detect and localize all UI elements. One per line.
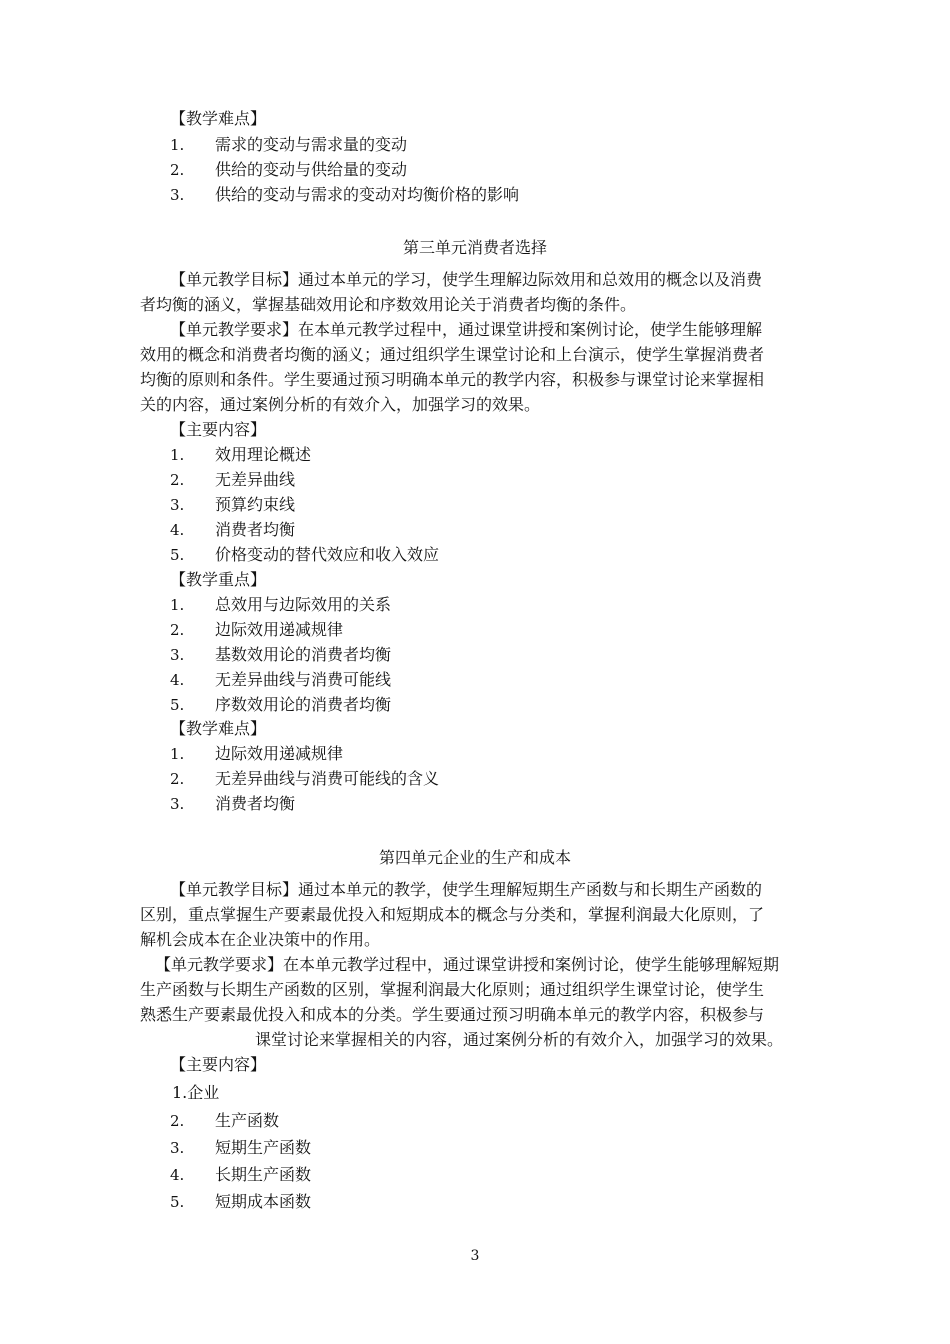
paragraph-line: 熟悉生产要素最优投入和成本的分类。学生要通过预习明确本单元的教学内容，积极参与	[140, 1005, 765, 1024]
paragraph-line: 者均衡的涵义，掌握基础效用论和序数效用论关于消费者均衡的条件。	[140, 295, 637, 314]
section-heading-difficulties: 【教学难点】	[170, 719, 267, 738]
paragraph-line: 均衡的原则和条件。学生要通过预习明确本单元的教学内容，积极参与课堂讨论来掌握相	[140, 370, 765, 389]
paragraph-line: 【单元教学要求】在本单元教学过程中，通过课堂讲授和案例讨论，使学生能够理解	[170, 320, 763, 339]
section-heading-difficulties: 【教学难点】	[170, 109, 267, 128]
paragraph-line: 课堂讨论来掌握相关的内容，通过案例分析的有效介入，加强学习的效果。	[255, 1030, 784, 1049]
list-item: 1.企业	[172, 1083, 220, 1102]
section-heading-main-content: 【主要内容】	[170, 420, 267, 439]
unit-title: 第四单元企业的生产和成本	[378, 848, 571, 867]
paragraph-line: 生产函数与长期生产函数的区别，掌握利润最大化原则；通过组织学生课堂讨论，使学生	[140, 980, 765, 999]
paragraph-line: 区别，重点掌握生产要素最优投入和短期成本的概念与分类和，掌握利润最大化原则，了	[140, 905, 765, 924]
section-heading-main-content: 【主要内容】	[170, 1055, 267, 1074]
document-page: 【教学难点】 1. 需求的变动与需求量的变动 2. 供给的变动与供给量的变动 3. 供给的变动与需求的变动对均衡价格的影响 第三单元消费者选择 【单元教学目标】通过本单元的学习，使学生理解边际效用和总效用的概念以及消费 者均衡的涵义，掌握基础效用论和序数效用论关于消费者均衡的条件。 【单元教学要求】在本单元教学过程中，通过课堂讲授和案例讨论，使学生能够理解 效用的概念和消费者均衡的涵义；通过组织学生课堂讨论和上台演示，使学生掌握消费者 均衡的原则和条件。学生要通过预习明确本单元的教学内容，积极参与课堂讨论来掌握相 关的内容，通过案例分析的有效介入，加强学习的效果。 【主要内容】 1. 效用理论概述 2. 无差异曲线 3. 预算约束线 4. 消费者均衡 5. 价格变动的替代效应和收入效应 【教学重点】 1. 总效用与边际效用的关系 2. 边际效用递减规律 3. 基数效用论的消费者均衡 4. 无差异曲线与消费可能线 5. 序数效用论的消费者均衡 【教学难点】 1. 边际效用递减规律 2. 无差异曲线与消费可能线的含义 3. 消费者均衡 第四单元企业的生产和成本 【单元教学目标】通过本单元的教学，使学生理解短期生产函数与和长期生产函数的 区别，重点掌握生产要素最优投入和短期成本的概念与分类和，掌握利润最大化原则，了 解机会成本在企业决策中的作用。 【单元教学要求】在本单元教学过程中，通过课堂讲授和案例讨论，使学生能够理解短期 生产函数与长期生产函数的区别，掌握利润最大化原则；通过组织学生课堂讨论，使学生 熟悉生产要素最优投入和成本的分类。学生要通过预习明确本单元的教学内容，积极参与 课堂讨论来掌握相关的内容，通过案例分析的有效介入，加强学习的效果。 【主要内容】 1.企业 2. 生产函数 3. 短期生产函数 4. 长期生产函数 5. 短期成本函数 3	[0, 0, 950, 1344]
page-number: 3	[470, 1248, 480, 1264]
paragraph-line: 解机会成本在企业决策中的作用。	[140, 930, 381, 949]
paragraph-line: 【单元教学目标】通过本单元的学习，使学生理解边际效用和总效用的概念以及消费	[170, 270, 763, 289]
section-heading-key-points: 【教学重点】	[170, 570, 267, 589]
paragraph-line: 【单元教学要求】在本单元教学过程中，通过课堂讲授和案例讨论，使学生能够理解短期	[155, 955, 780, 974]
paragraph-line: 【单元教学目标】通过本单元的教学，使学生理解短期生产函数与和长期生产函数的	[170, 880, 763, 899]
paragraph-line: 效用的概念和消费者均衡的涵义；通过组织学生课堂讨论和上台演示，使学生掌握消费者	[140, 345, 765, 364]
paragraph-line: 关的内容，通过案例分析的有效介入，加强学习的效果。	[140, 395, 541, 414]
unit-title: 第三单元消费者选择	[402, 238, 547, 257]
